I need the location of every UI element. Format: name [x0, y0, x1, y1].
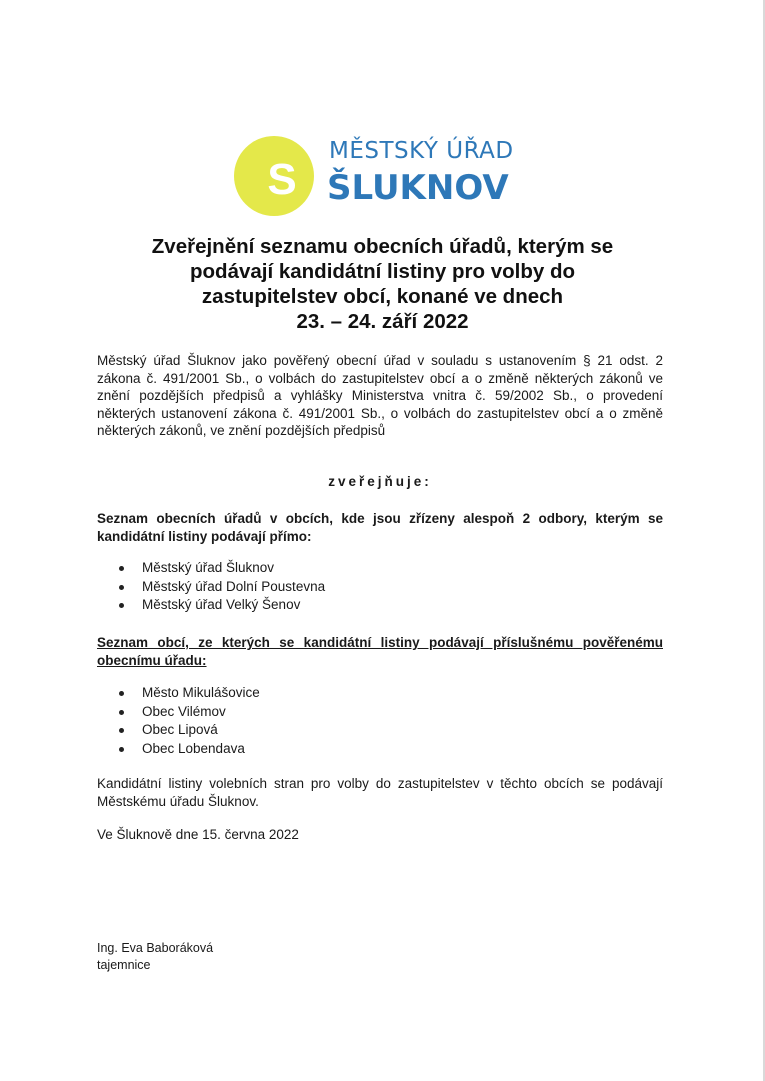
city-office-logo: [234, 136, 534, 216]
list-item: Obec Lipová: [118, 721, 260, 740]
list-item: Městský úřad Dolní Poustevna: [118, 578, 325, 597]
section-2-heading: Seznam obcí, ze kterých se kandidátní listiny podávají příslušnému pověřenému obecnímu úřadu:: [97, 635, 663, 668]
document-title: [100, 234, 665, 334]
declaration: zveřejňuje:: [328, 474, 432, 489]
logo-line-1: MĚSTSKÝ ÚŘAD: [329, 138, 514, 164]
section-1-heading: Seznam obecních úřadů v obcích, kde jsou zřízeny alespoň 2 odbory, kterým se kandidátní listiny podávají přímo:: [97, 511, 663, 544]
signatory-name: Ing. Eva Baboráková: [97, 941, 214, 955]
title-line-1: Zveřejnění seznamu obecních úřadů, kterým se: [151, 235, 614, 258]
section-1-list: [118, 559, 325, 615]
intro-paragraph: Městský úřad Šluknov jako pověřený obecní úřad v souladu s ustanovením § 21 odst. 2 zákona č. 491/2001 Sb., o volbách do zastupitelstev obcí a o změně některých zákonů ve znění pozdějších předpisů a vyhlášky Ministerstva vnitra č. 59/2002 Sb., o provedení některých ustanovení zákona č. 491/2001 Sb., o volbách do zastupitelstev obcí a o změně některých zákonů, ve znění pozdějších předpisů: [97, 353, 663, 438]
list-item: Městský úřad Velký Šenov: [118, 596, 325, 615]
title-line-3: zastupitelstev obcí, konané ve dnech: [201, 285, 564, 308]
list-item: Město Mikulášovice: [118, 684, 260, 703]
section-2-list: [118, 684, 260, 758]
list-item: Městský úřad Šluknov: [118, 559, 325, 578]
title-line-2: podávají kandidátní listiny pro volby do: [190, 260, 575, 283]
logo-line-2: ŠLUKNOV: [327, 168, 509, 208]
issue-date: Ve Šluknově dne 15. června 2022: [97, 827, 299, 842]
list-item: Obec Lobendava: [118, 740, 260, 759]
title-line-4: 23. – 24. září 2022: [296, 310, 469, 333]
closing-paragraph: Kandidátní listiny volebních stran pro volby do zastupitelstev v těchto obcích se podávají Městskému úřadu Šluknov.: [97, 776, 663, 809]
logo-letter: S: [267, 155, 297, 204]
signatory-role: tajemnice: [97, 958, 151, 972]
list-item: Obec Vilémov: [118, 703, 260, 722]
